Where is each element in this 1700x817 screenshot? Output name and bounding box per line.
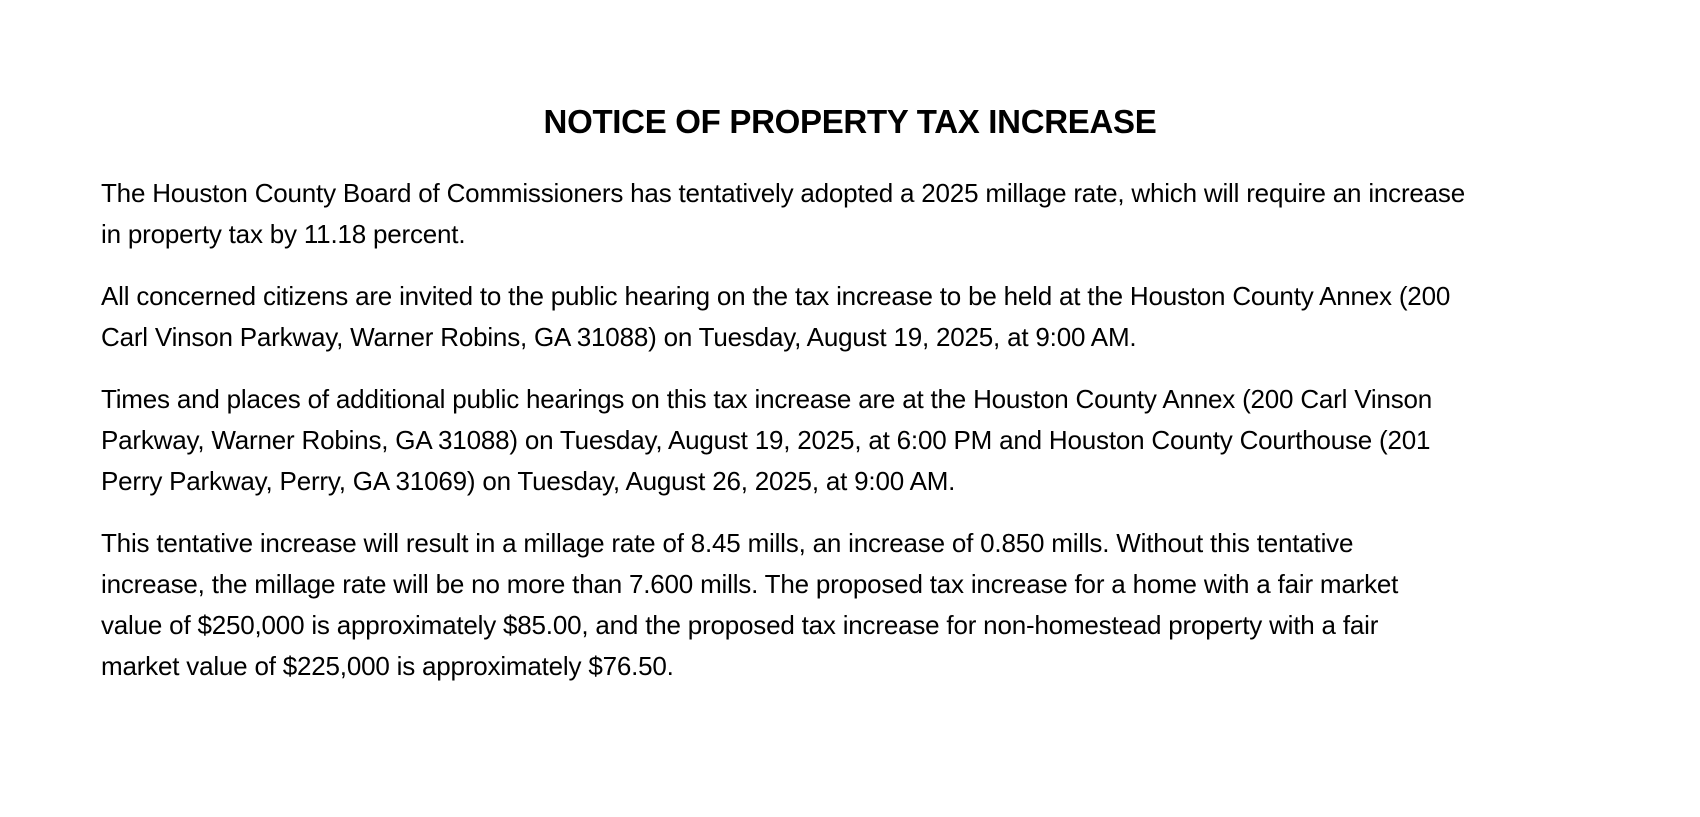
paragraph-line: Perry Parkway, Perry, GA 31069) on Tuesday, August 26, 2025, at 9:00 AM. <box>101 466 956 496</box>
paragraph-line: This tentative increase will result in a millage rate of 8.45 mills, an increase of 0.850 mills. Without this tentative <box>101 528 1354 558</box>
paragraph-line: market value of $225,000 is approximately $76.50. <box>101 651 674 681</box>
paragraph-line: value of $250,000 is approximately $85.00, and the proposed tax increase for non-homestead property with a fair <box>101 610 1379 640</box>
paragraph-line: increase, the millage rate will be no more than 7.600 mills. The proposed tax increase for a home with a fair market <box>101 569 1399 599</box>
paragraph-tax-increase-summary <box>101 173 1621 255</box>
paragraph-line: Parkway, Warner Robins, GA 31088) on Tuesday, August 19, 2025, at 6:00 PM and Houston County Courthouse (201 <box>101 425 1431 455</box>
paragraph-line: Times and places of additional public hearings on this tax increase are at the Houston County Annex (200 Carl Vinson <box>101 384 1433 414</box>
paragraph-line: The Houston County Board of Commissioners has tentatively adopted a 2025 millage rate, which will require an increase <box>101 178 1465 208</box>
paragraph-line: Carl Vinson Parkway, Warner Robins, GA 31088) on Tuesday, August 19, 2025, at 9:00 AM. <box>101 322 1137 352</box>
paragraph-millage-details <box>101 523 1621 687</box>
paragraph-additional-hearings <box>101 379 1621 502</box>
paragraph-public-hearing <box>101 276 1621 358</box>
notice-title: NOTICE OF PROPERTY TAX INCREASE <box>543 103 1157 140</box>
paragraph-line: in property tax by 11.18 percent. <box>101 219 466 249</box>
notice-body <box>101 173 1621 708</box>
paragraph-line: All concerned citizens are invited to the public hearing on the tax increase to be held at the Houston County Annex (200 <box>101 281 1451 311</box>
